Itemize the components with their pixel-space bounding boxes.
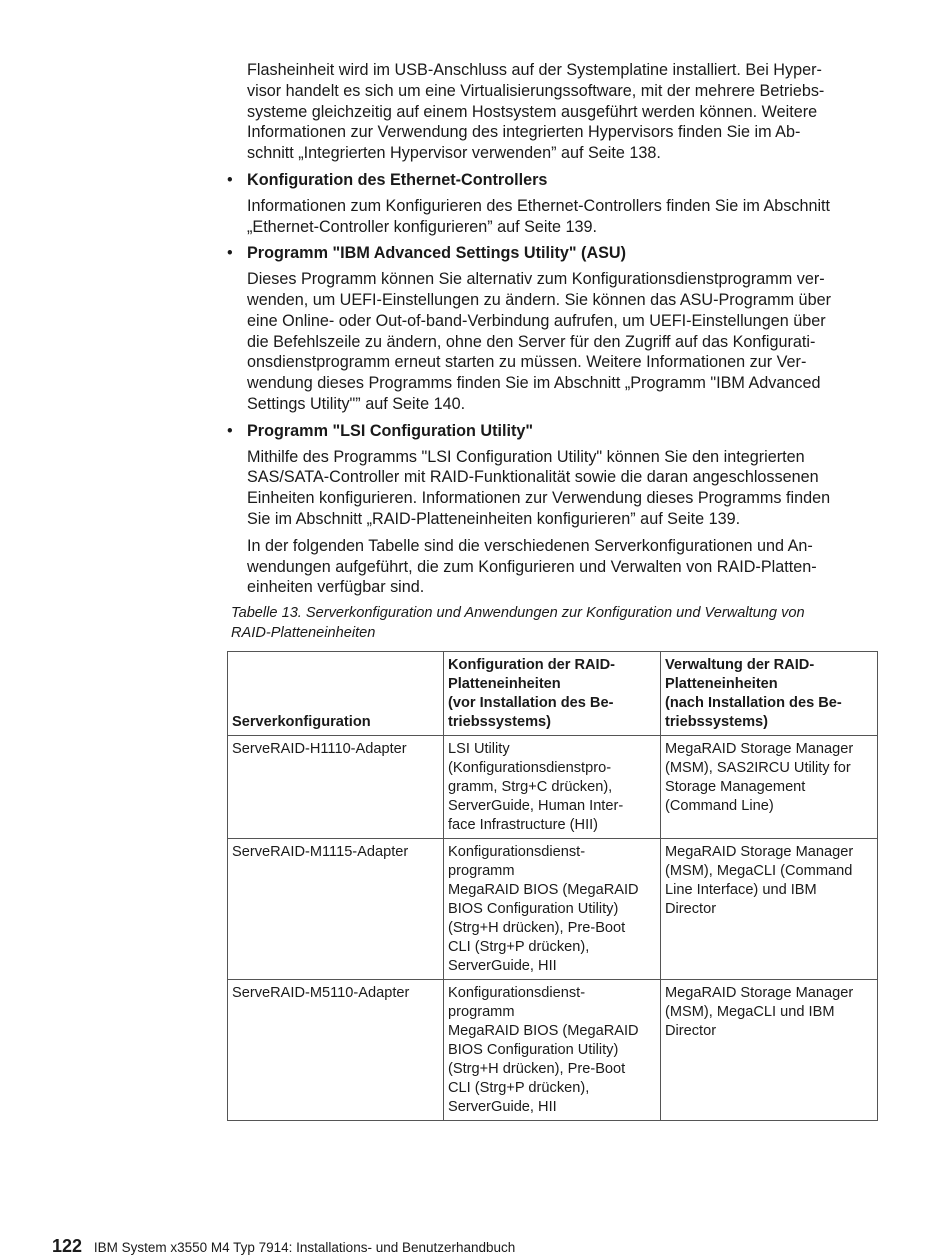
table-cell [661,736,878,839]
text-line: die Befehlszeile zu ändern, ohne den Server für den Zugriff auf das Konfigurati- [247,332,816,351]
cell-line: Konfigurationsdienst- [448,985,586,1001]
header-line: Konfiguration der RAID- [448,657,616,673]
text-line: Einheiten konfigurieren. Informationen zur Verwendung dieses Programms finden [247,489,831,508]
table-caption [231,603,871,643]
footer-title: IBM System x3550 M4 Typ 7914: Installations- und Benutzerhandbuch [93,1240,516,1255]
cell-line: gramm, Strg+C drücken), [448,779,613,795]
header-line: triebssystems) [665,714,769,730]
bullet-body [247,269,879,415]
table-cell [661,839,878,980]
cell-line: (MSM), MegaCLI (Command [665,863,853,879]
cell-line: BIOS Configuration Utility) [448,901,619,917]
bullet-title-text: Programm "IBM Advanced Settings Utility" (ASU) [247,244,627,263]
text-line: SAS/SATA-Controller mit RAID-Funktionalität sowie die daran angeschlossenen [247,468,819,487]
cell-line: LSI Utility [448,741,510,757]
text-line: Dieses Programm können Sie alternativ zum Konfigurationsdienstprogramm ver- [247,270,825,289]
bullet-title [227,243,879,264]
cell-line: ServeRAID-M1115-Adapter [232,844,409,860]
cell-line: MegaRAID Storage Manager [665,985,854,1001]
bullet-title-text: Programm "LSI Configuration Utility" [247,421,534,440]
cell-line: Storage Management [665,779,806,795]
page-number: 122 [52,1236,83,1256]
text-line: Informationen zur Verwendung des integrierten Hypervisors finden Sie im Ab- [247,123,801,142]
text-line: Sie im Abschnitt „RAID-Platteneinheiten konfigurieren” auf Seite 139. [247,509,741,528]
cell-line: ServerGuide, Human Inter- [448,798,624,814]
table-row [228,839,878,980]
table-cell [661,980,878,1121]
bullet-marker: • [227,244,233,263]
table-intro-paragraph [247,536,879,598]
cell-line: ServerGuide, HII [448,958,557,974]
text-line: wendungen aufgeführt, die zum Konfigurieren und Verwalten von RAID-Platten- [247,557,817,576]
cell-line: (Command Line) [665,798,774,814]
raid-table [227,651,878,1121]
table-cell [444,736,661,839]
caption-line: Tabelle 13. Serverkonfiguration und Anwendungen zur Konfiguration und Verwaltung von [231,605,805,621]
bullet-title [227,170,879,191]
table-row [228,980,878,1121]
cell-line: (Konfigurationsdienstpro- [448,760,612,776]
intro-paragraph [247,60,879,164]
bullet-title [227,421,879,442]
table-row [228,736,878,839]
page-footer [52,1236,515,1257]
cell-line: Director [665,1023,717,1039]
text-line: systeme gleichzeitig auf einem Hostsystem ausgeführt werden können. Weitere [247,102,818,121]
cell-line: MegaRAID BIOS (MegaRAID [448,1023,639,1039]
text-line: Flasheinheit wird im USB-Anschluss auf der Systemplatine installiert. Bei Hyper- [247,61,822,79]
header-management-after-os [661,652,878,736]
header-line: Verwaltung der RAID- [665,657,815,673]
cell-line: face Infrastructure (HII) [448,817,599,833]
cell-line: MegaRAID Storage Manager [665,741,854,757]
cell-line: Line Interface) und IBM [665,882,817,898]
header-line: Platteneinheiten [665,676,778,692]
header-line: (nach Installation des Be- [665,695,842,711]
text-line: wendung dieses Programms finden Sie im Abschnitt „Programm "IBM Advanced [247,374,821,393]
cell-line: BIOS Configuration Utility) [448,1042,619,1058]
bullet-marker: • [227,421,233,440]
table-cell [444,839,661,980]
text-line: „Ethernet-Controller konfigurieren” auf Seite 139. [247,217,598,236]
table-header-row [228,652,878,736]
header-config-before-os [444,652,661,736]
cell-line: CLI (Strg+P drücken), [448,939,590,955]
header-line: Serverkonfiguration [232,714,371,730]
bullet-body [247,447,879,530]
text-line: onsdienstprogramm erneut starten zu müssen. Weitere Informationen zur Ver- [247,353,807,372]
bullet-body [247,196,879,238]
cell-line: CLI (Strg+P drücken), [448,1080,590,1096]
bullet-lsi [227,421,879,598]
cell-line: Director [665,901,717,917]
cell-line: ServeRAID-M5110-Adapter [232,985,410,1001]
text-line: Settings Utility"” auf Seite 140. [247,394,466,413]
cell-line: (MSM), MegaCLI und IBM [665,1004,835,1020]
text-line: Informationen zum Konfigurieren des Ethernet-Controllers finden Sie im Abschnitt [247,196,831,215]
table-cell [228,839,444,980]
text-line: eine Online- oder Out-of-band-Verbindung aufrufen, um UEFI-Einstellungen über [247,311,826,330]
text-line: wenden, um UEFI-Einstellungen zu ändern. Sie können das ASU-Programm über [247,290,831,309]
cell-line: Konfigurationsdienst- [448,844,586,860]
header-server-config [228,652,444,736]
cell-line: programm [448,863,515,879]
cell-line: MegaRAID Storage Manager [665,844,854,860]
header-line: Platteneinheiten [448,676,561,692]
cell-line: programm [448,1004,515,1020]
cell-line: ServeRAID-H1110-Adapter [232,741,407,757]
text-line: einheiten verfügbar sind. [247,578,425,597]
cell-line: (MSM), SAS2IRCU Utility for [665,760,851,776]
text-line: In der folgenden Tabelle sind die verschiedenen Serverkonfigurationen und An- [247,536,813,555]
cell-line: ServerGuide, HII [448,1099,557,1115]
text-line: Mithilfe des Programms "LSI Configuration Utility" können Sie den integrierten [247,447,805,466]
cell-line: (Strg+H drücken), Pre-Boot [448,920,626,936]
cell-line: MegaRAID BIOS (MegaRAID [448,882,639,898]
text-line: schnitt „Integrierten Hypervisor verwenden” auf Seite 138. [247,144,661,163]
bullet-marker: • [227,170,233,189]
table-cell [228,980,444,1121]
text-line: visor handelt es sich um eine Virtualisierungssoftware, mit der mehrere Betriebs- [247,81,825,100]
bullet-asu [227,243,879,414]
caption-line: RAID-Platteneinheiten [231,625,376,641]
header-line: triebssystems) [448,714,552,730]
header-line: (vor Installation des Be- [448,695,614,711]
table-cell [228,736,444,839]
bullet-ethernet [227,170,879,237]
page-body [227,60,879,604]
bullet-title-text: Konfiguration des Ethernet-Controllers [247,170,548,189]
cell-line: (Strg+H drücken), Pre-Boot [448,1061,626,1077]
table-cell [444,980,661,1121]
